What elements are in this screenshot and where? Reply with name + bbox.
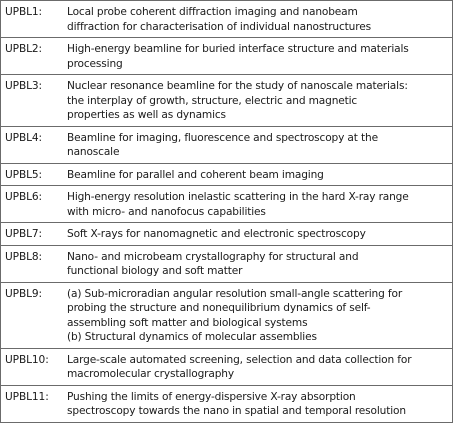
beamline-description <box>67 190 452 219</box>
table-row <box>1 246 452 283</box>
description-line: Local probe coherent diffraction imaging and nanobeam <box>67 6 358 18</box>
beamline-description <box>67 287 452 345</box>
description-line: probing the structure and nonequilibrium dynamics of self- <box>67 302 371 314</box>
beamline-code: UPBL8: <box>5 250 43 263</box>
description-line: spectroscopy towards the nano in spatial and temporal resolution <box>67 405 406 417</box>
beamline-code: UPBL6: <box>5 191 43 203</box>
beamline-code: UPBL5: <box>5 168 43 181</box>
beamline-description <box>67 390 452 419</box>
beamline-description <box>67 5 452 34</box>
table-row <box>1 186 452 223</box>
description-line: processing <box>67 57 123 70</box>
beamline-code: UPBL2: <box>5 43 43 55</box>
beamline-description <box>67 353 452 382</box>
description-line: (b) Structural dynamics of molecular assemblies <box>67 331 317 343</box>
description-line: Large-scale automated screening, selection and data collection for <box>67 353 412 366</box>
description-line: macromolecular crystallography <box>67 368 234 380</box>
beamline-code: UPBL7: <box>5 228 43 240</box>
description-line: with micro- and nanofocus capabilities <box>67 205 266 218</box>
beamline-description <box>67 79 452 123</box>
beamline-code: UPBL10: <box>5 353 49 366</box>
beamline-code: UPBL1: <box>5 6 43 18</box>
description-line: Beamline for parallel and coherent beam imaging <box>67 168 324 181</box>
table-row <box>1 1 452 38</box>
description-line: Pushing the limits of energy-dispersive X-ray absorption <box>67 390 356 403</box>
table-row <box>1 38 452 75</box>
description-line: Nano- and microbeam crystallography for structural and <box>67 250 359 263</box>
beamline-description <box>67 250 452 279</box>
table-row <box>1 75 452 127</box>
beamline-code: UPBL9: <box>5 287 43 300</box>
beamline-description <box>67 227 452 242</box>
beamline-code: UPBL11: <box>5 390 49 403</box>
table-row <box>1 386 452 423</box>
description-line: nanoscale <box>67 146 120 158</box>
description-line: functional biology and soft matter <box>67 265 243 277</box>
table-row <box>1 283 452 349</box>
description-line: Soft X-rays for nanomagnetic and electronic spectroscopy <box>67 228 366 240</box>
table-row <box>1 164 452 187</box>
description-line: diffraction for characterisation of individual nanostructures <box>67 20 371 33</box>
description-line: the interplay of growth, structure, electric and magnetic <box>67 94 358 107</box>
table-row <box>1 127 452 164</box>
description-line: (a) Sub-microradian angular resolution small-angle scattering for <box>67 287 403 300</box>
description-line: Nuclear resonance beamline for the study of nanoscale materials: <box>67 80 408 92</box>
table-row <box>1 349 452 386</box>
description-line: High-energy beamline for buried interface structure and materials <box>67 43 409 55</box>
beamline-code: UPBL3: <box>5 80 43 92</box>
description-line: properties as well as dynamics <box>67 109 226 121</box>
beamline-description <box>67 168 452 183</box>
beamline-code: UPBL4: <box>5 131 43 144</box>
description-line: assembling soft matter and biological systems <box>67 316 308 329</box>
description-line: Beamline for imaging, fluorescence and spectroscopy at the <box>67 131 378 144</box>
beamline-description <box>67 42 452 71</box>
beamline-description <box>67 131 452 160</box>
table-row <box>1 223 452 246</box>
description-line: High-energy resolution inelastic scattering in the hard X-ray range <box>67 191 409 203</box>
